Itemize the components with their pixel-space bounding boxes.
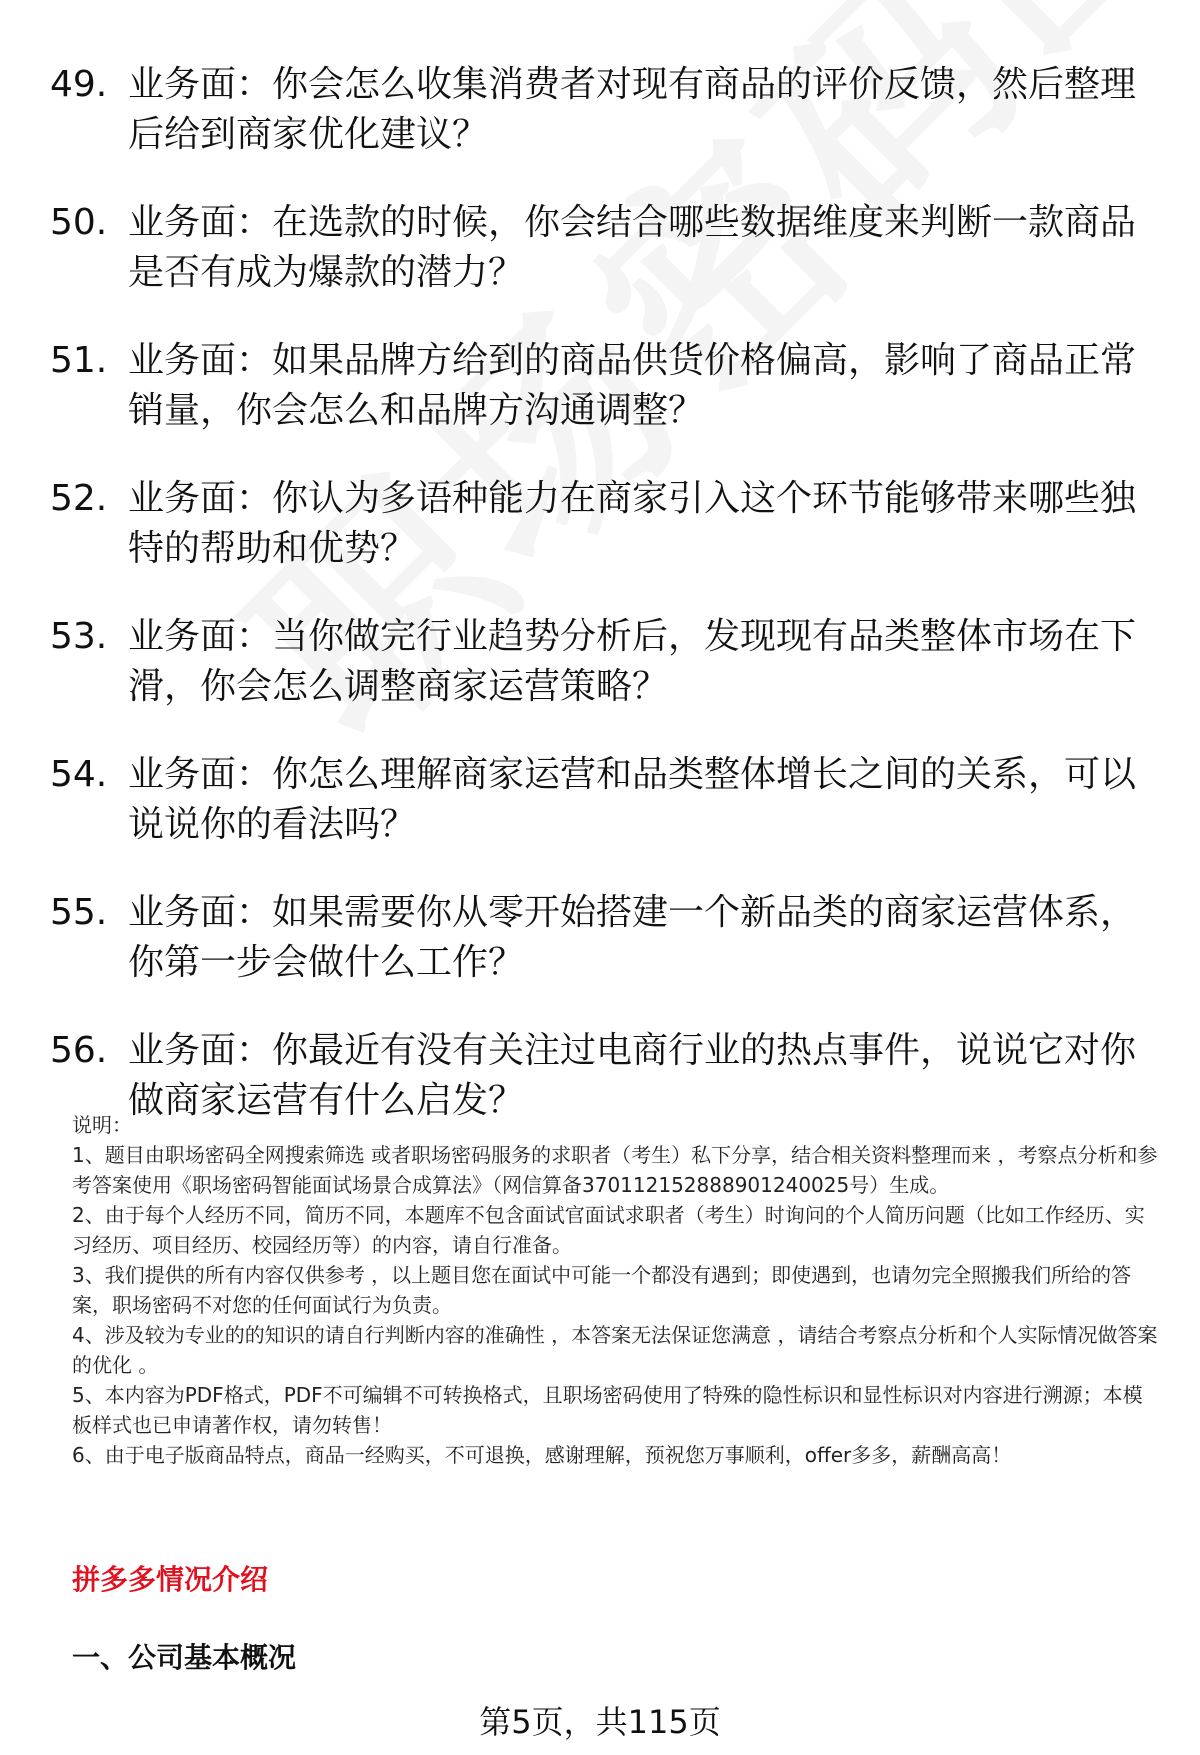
question-number: 50. (50, 202, 108, 243)
question-text: 业务面：当你做完行业趋势分析后，发现现有品类整体市场在下滑，你会怎么调整商家运营策略？ (128, 616, 1137, 707)
question-item (50, 750, 1160, 850)
question-item (50, 888, 1160, 988)
question-number: 51. (50, 340, 108, 381)
question-number: 55. (50, 892, 108, 933)
question-item (50, 612, 1160, 712)
note-item: 2、由于每个人经历不同，简历不同，本题库不包含面试官面试求职者（考生）时询问的个人简历问题（比如工作经历、实习经历、项目经历、校园经历等）的内容，请自行准备。 (72, 1203, 1145, 1257)
question-list (50, 60, 1160, 1164)
question-item (50, 198, 1160, 298)
question-number: 52. (50, 478, 108, 519)
question-text: 业务面：如果品牌方给到的商品供货价格偏高，影响了商品正常销量，你会怎么和品牌方沟通调整？ (128, 340, 1137, 431)
question-item (50, 60, 1160, 160)
question-item (50, 474, 1160, 574)
note-item: 1、题目由职场密码全网搜索筛选 或者职场密码服务的求职者（考生）私下分享，结合相关资料整理而来 ，考察点分析和参考答案使用《职场密码智能面试场景合成算法》（网信算备370112152888901240025号）生成。 (72, 1143, 1158, 1197)
question-text: 业务面：在选款的时候，你会结合哪些数据维度来判断一款商品是否有成为爆款的潜力？ (128, 202, 1137, 293)
notes-title: 说明： (72, 1113, 132, 1137)
question-number: 53. (50, 616, 108, 657)
question-number: 54. (50, 754, 108, 795)
question-text: 业务面：你会怎么收集消费者对现有商品的评价反馈，然后整理后给到商家优化建议？ (128, 64, 1137, 155)
question-text: 业务面：你怎么理解商家运营和品类整体增长之间的关系，可以说说你的看法吗？ (128, 754, 1137, 845)
question-text: 业务面：你认为多语种能力在商家引入这个环节能够带来哪些独特的帮助和优势？ (128, 478, 1137, 569)
page-footer: 第5页，共115页 (479, 1703, 721, 1741)
question-item (50, 336, 1160, 436)
section-title: 拼多多情况介绍 (72, 1563, 269, 1596)
notes (72, 1110, 1162, 1470)
question-text: 业务面：你最近有没有关注过电商行业的热点事件，说说它对你做商家运营有什么启发？ (128, 1030, 1137, 1121)
question-text: 业务面：如果需要你从零开始搭建一个新品类的商家运营体系，你第一步会做什么工作？ (128, 892, 1137, 983)
subsection-title: 一、公司基本概况 (72, 1641, 297, 1674)
note-item: 3、我们提供的所有内容仅供参考 ，以上题目您在面试中可能一个都没有遇到；即使遇到，也请勿完全照搬我们所给的答案，职场密码不对您的任何面试行为负责。 (72, 1263, 1132, 1317)
question-number: 56. (50, 1030, 108, 1071)
note-item: 4、涉及较为专业的的知识的请自行判断内容的准确性 ，本答案无法保证您满意 ，请结合考察点分析和个人实际情况做答案的优化 。 (72, 1323, 1158, 1377)
note-item: 5、本内容为PDF格式，PDF不可编辑不可转换格式，且职场密码使用了特殊的隐性标识和显性标识对内容进行溯源；本模板样式也已申请著作权，请勿转售！ (72, 1383, 1143, 1437)
question-number: 49. (50, 64, 108, 105)
note-item: 6、由于电子版商品特点，商品一经购买，不可退换，感谢理解，预祝您万事顺利，offer多多，薪酬高高！ (72, 1443, 1012, 1467)
